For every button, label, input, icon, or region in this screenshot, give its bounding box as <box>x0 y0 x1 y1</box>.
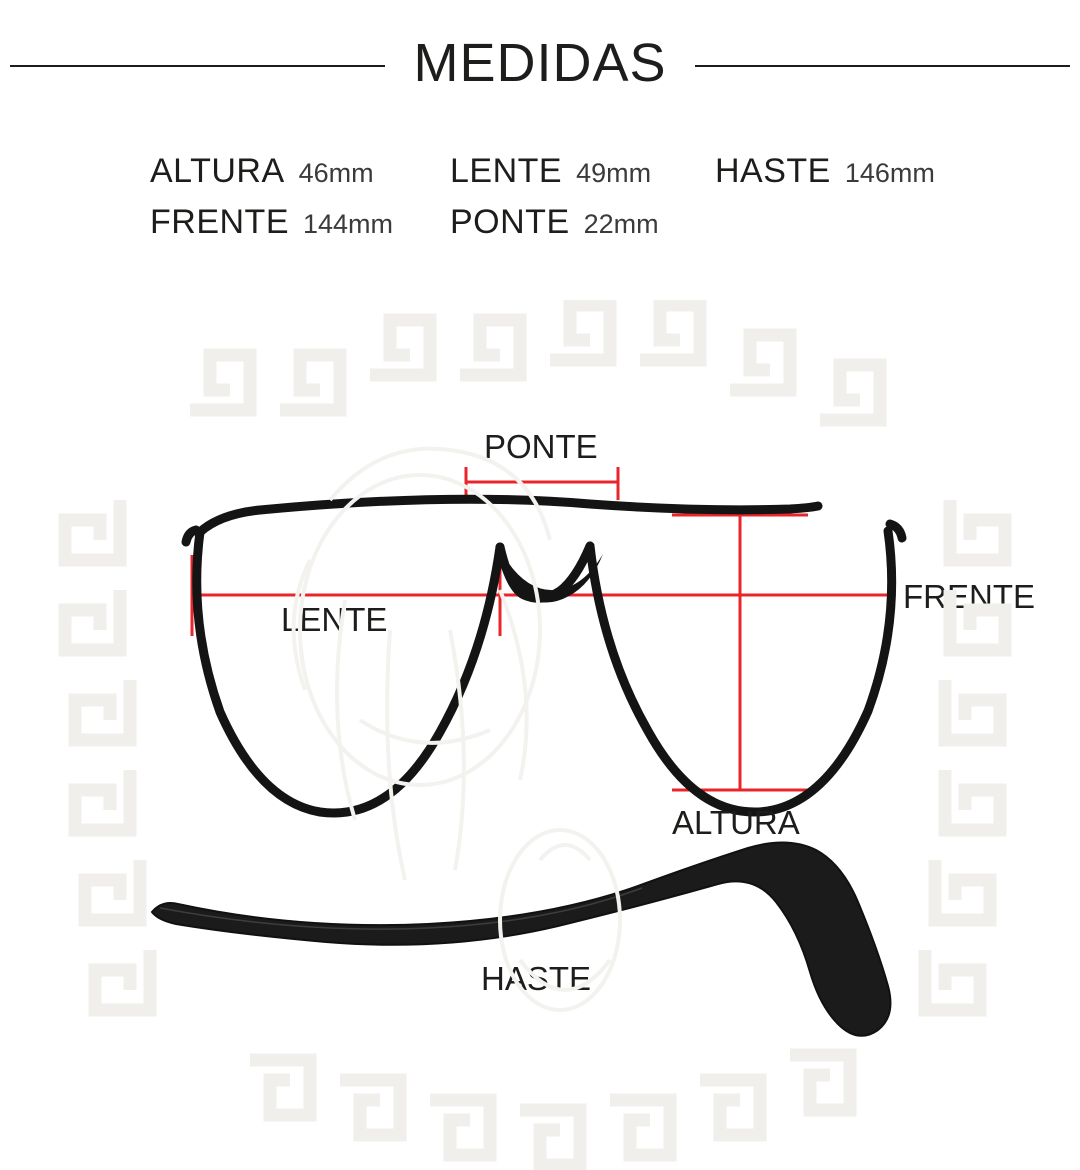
label-ponte: PONTE <box>484 428 598 465</box>
watermark-pattern <box>0 300 1080 1170</box>
spec-frente-label: FRENTE <box>150 203 289 241</box>
spec-frente <box>150 203 420 242</box>
measurements-list <box>150 152 990 254</box>
spec-lente-label: LENTE <box>450 152 563 190</box>
header-rule-right <box>695 65 1070 67</box>
header-rule-left <box>10 65 385 67</box>
measurements-row-2 <box>150 203 990 242</box>
spec-lente-value: 49mm <box>576 158 652 188</box>
label-frente: FRENTE <box>903 578 1035 615</box>
spec-haste-label: HASTE <box>715 152 831 190</box>
spec-frente-value: 144mm <box>303 209 394 239</box>
spec-haste-value: 146mm <box>844 158 935 188</box>
spec-ponte <box>450 203 685 242</box>
page-title: MEDIDAS <box>413 33 667 93</box>
page-header <box>0 28 1080 98</box>
emblem-watermark <box>294 449 620 1010</box>
spec-haste <box>715 152 935 191</box>
label-lente: LENTE <box>281 601 388 638</box>
spec-altura <box>150 152 420 191</box>
label-haste: HASTE <box>481 960 592 997</box>
spec-lente <box>450 152 685 191</box>
glasses-measurement-diagram <box>0 300 1080 1170</box>
spec-altura-value: 46mm <box>298 158 374 188</box>
spec-ponte-value: 22mm <box>583 209 659 239</box>
spec-altura-label: ALTURA <box>150 152 285 190</box>
measurements-row-1 <box>150 152 990 191</box>
spec-ponte-label: PONTE <box>450 203 570 241</box>
label-altura: ALTURA <box>672 804 800 841</box>
